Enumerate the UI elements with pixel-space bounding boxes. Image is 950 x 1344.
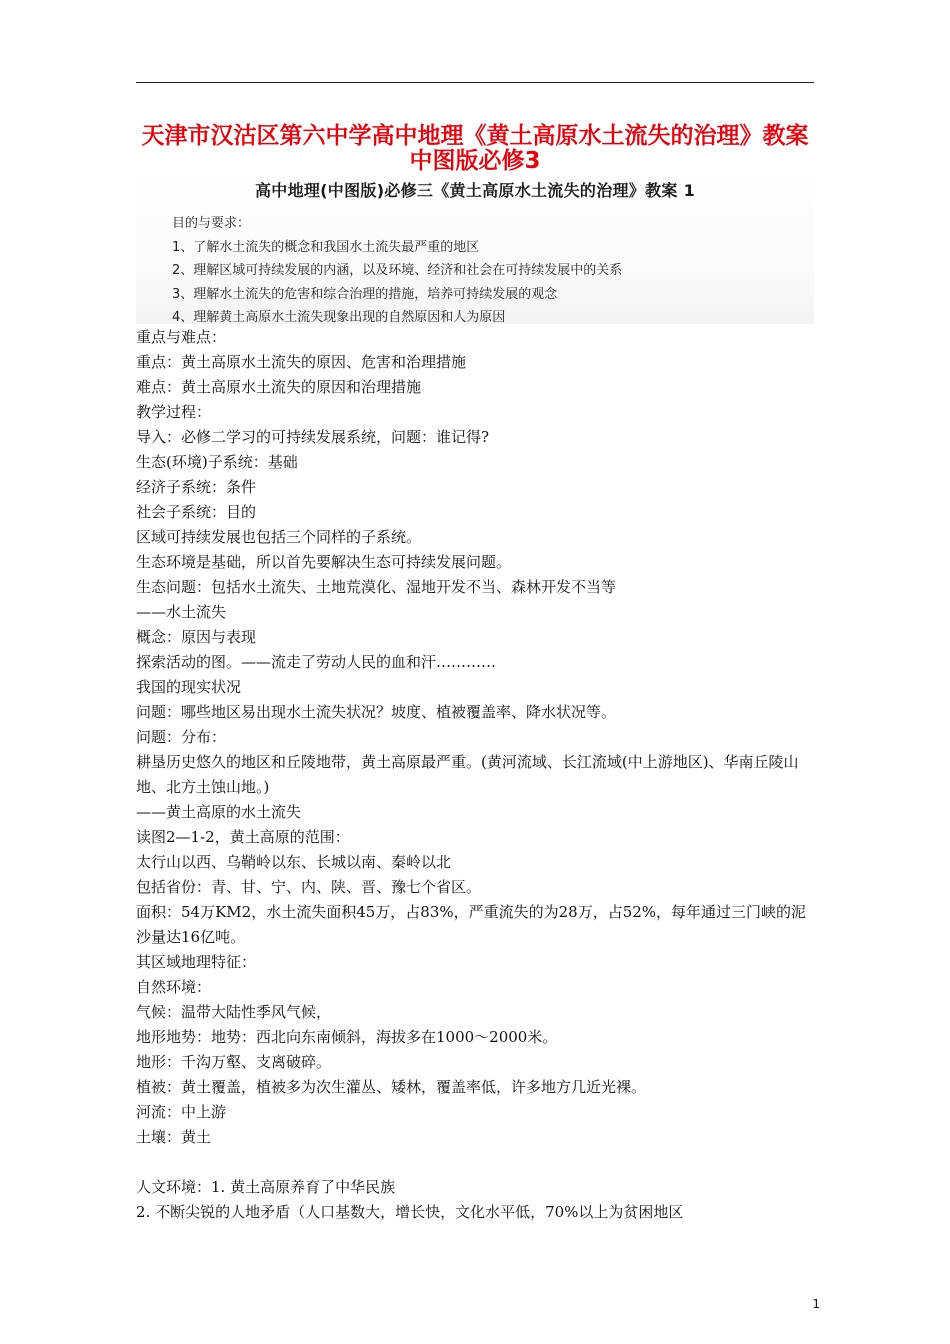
section-heading-key-points: 重点与难点： — [136, 328, 227, 346]
body-line: 生态问题：包括水土流失、土地荒漠化、湿地开发不当、森林开发不当等 — [136, 578, 617, 596]
body-line: 气候：温带大陆性季风气候， — [136, 1003, 332, 1021]
objectives-image — [136, 174, 814, 324]
body-line: 问题：哪些地区易出现水土流失状况？坡度、植被覆盖率、降水状况等。 — [136, 703, 617, 721]
body-paragraph: 面积：54万KM2，水土流失面积45万，占83%，严重流失的为28万，占52%，每年通过三门峡的泥沙量达16亿吨。 — [136, 903, 807, 946]
body-line: 太行山以西、乌鞘岭以东、长城以南、秦岭以北 — [136, 853, 452, 871]
document-title: 天津市汉沽区第六中学高中地理《黄土高原水土流失的治理》教案 中图版必修3 — [141, 123, 809, 174]
body-line: 自然环境： — [136, 978, 212, 996]
goals-title: 目的与要求： — [172, 216, 251, 231]
blank-line — [136, 1150, 816, 1175]
body-line: 其区域地理特征： — [136, 953, 257, 971]
body-line: 概念：原因与表现 — [136, 628, 257, 646]
body-line: 问题：分布： — [136, 728, 227, 746]
body-line: 地形：千沟万壑、支离破碎。 — [136, 1053, 332, 1071]
goal-item: 3、理解水土流失的危害和综合治理的措施，培养可持续发展的观念 — [172, 286, 558, 302]
body-line: 包括省份：青、甘、宁、内、陕、晋、豫七个省区。 — [136, 878, 482, 896]
body-line: 2. 不断尖锐的人地矛盾（人口基数大，增长快，文化水平低，70%以上为贫困地区 — [136, 1203, 684, 1221]
document-body — [136, 325, 816, 1225]
body-line: 难点：黄土高原水土流失的原因和治理措施 — [136, 378, 422, 396]
section-heading-process: 教学过程： — [136, 403, 212, 421]
body-line: 我国的现实状况 — [136, 678, 242, 696]
body-line: 地形地势：地势：西北向东南倾斜，海拔多在1000～2000米。 — [136, 1028, 558, 1046]
body-line: ——水土流失 — [136, 603, 227, 621]
body-line: 植被：黄土覆盖，植被多为次生灌丛、矮林，覆盖率低，许多地方几近光裸。 — [136, 1078, 647, 1096]
goal-item: 2、理解区域可持续发展的内涵，以及环境、经济和社会在可持续发展中的关系 — [172, 263, 623, 278]
body-line: 区域可持续发展也包括三个同样的子系统。 — [136, 528, 422, 546]
body-line: ——黄土高原的水土流失 — [136, 803, 302, 821]
header-rule — [136, 82, 814, 83]
body-line: 生态环境是基础，所以首先要解决生态可持续发展问题。 — [136, 553, 512, 571]
body-line: 河流：中上游 — [136, 1103, 227, 1121]
body-line: 导入：必修二学习的可持续发展系统，问题：谁记得? — [136, 428, 490, 446]
goal-item: 1、了解水土流失的概念和我国水土流失最严重的地区 — [172, 239, 480, 255]
body-line: 人文环境：1. 黄土高原养育了中华民族 — [136, 1178, 396, 1196]
body-line: 土壤：黄土 — [136, 1128, 212, 1146]
body-paragraph: 耕垦历史悠久的地区和丘陵地带，黄土高原最严重。(黄河流域、长江流域(中上游地区)、华南丘陵山地、北方土蚀山地。) — [136, 753, 799, 796]
body-line: 读图2—1-2，黄土高原的范围： — [136, 828, 350, 846]
body-line: 生态(环境)子系统：基础 — [136, 453, 298, 471]
body-line: 探索活动的图。——流走了劳动人民的血和汗………… — [136, 653, 497, 671]
page-number: 1 — [812, 1297, 820, 1311]
body-line: 社会子系统：目的 — [136, 503, 257, 521]
body-line: 重点：黄土高原水土流失的原因、危害和治理措施 — [136, 353, 467, 371]
body-line: 经济子系统：条件 — [136, 478, 257, 496]
goal-item: 4、理解黄土高原水土流失现象出现的自然原因和人为原因 — [172, 310, 506, 325]
goals-list — [172, 212, 622, 330]
image-heading: 高中地理(中图版)必修三《黄土高原水土流失的治理》教案 1 — [254, 181, 696, 200]
